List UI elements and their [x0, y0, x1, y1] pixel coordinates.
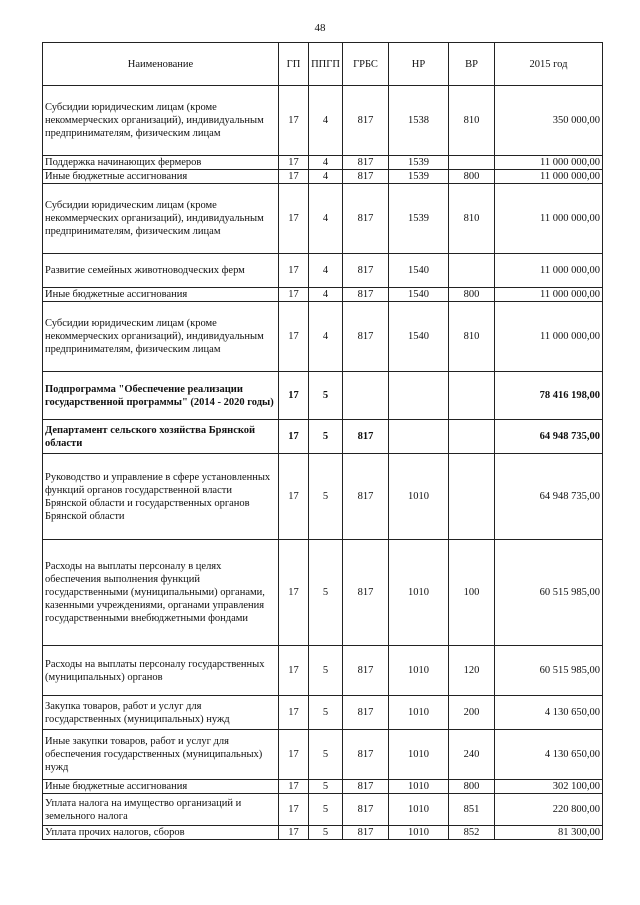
- cell-gp: 17: [279, 372, 309, 420]
- cell-name: Иные бюджетные ассигнования: [43, 780, 279, 794]
- header-grbs: ГРБС: [343, 43, 389, 86]
- cell-ppgp: 5: [309, 794, 343, 826]
- cell-vr: [449, 254, 495, 288]
- cell-nr: 1540: [389, 254, 449, 288]
- cell-grbs: 817: [343, 288, 389, 302]
- cell-name: Подпрограмма "Обеспечение реализации государственной программы" (2014 - 2020 годы): [43, 372, 279, 420]
- cell-ppgp: 5: [309, 540, 343, 646]
- table-row: [43, 696, 603, 730]
- cell-ppgp: 5: [309, 646, 343, 696]
- table-row: [43, 156, 603, 170]
- cell-grbs: 817: [343, 696, 389, 730]
- table-row: [43, 86, 603, 156]
- header-name: Наименование: [43, 43, 279, 86]
- cell-grbs: 817: [343, 420, 389, 454]
- cell-grbs: 817: [343, 254, 389, 288]
- cell-nr: [389, 420, 449, 454]
- cell-grbs: 817: [343, 794, 389, 826]
- cell-gp: 17: [279, 86, 309, 156]
- budget-table: [42, 42, 603, 840]
- cell-grbs: 817: [343, 86, 389, 156]
- cell-vr: 852: [449, 826, 495, 840]
- cell-vr: 800: [449, 288, 495, 302]
- cell-amount: 4 130 650,00: [495, 730, 603, 780]
- table-row: [43, 420, 603, 454]
- cell-amount: 11 000 000,00: [495, 302, 603, 372]
- cell-gp: 17: [279, 646, 309, 696]
- cell-vr: 100: [449, 540, 495, 646]
- cell-nr: 1010: [389, 780, 449, 794]
- table-row: [43, 540, 603, 646]
- cell-nr: 1010: [389, 730, 449, 780]
- cell-ppgp: 4: [309, 254, 343, 288]
- cell-vr: 800: [449, 780, 495, 794]
- cell-grbs: 817: [343, 826, 389, 840]
- cell-ppgp: 5: [309, 730, 343, 780]
- cell-gp: 17: [279, 156, 309, 170]
- header-ppgp: ППГП: [309, 43, 343, 86]
- cell-amount: 302 100,00: [495, 780, 603, 794]
- header-nr: НР: [389, 43, 449, 86]
- cell-nr: 1010: [389, 794, 449, 826]
- cell-name: Поддержка начинающих фермеров: [43, 156, 279, 170]
- cell-amount: 60 515 985,00: [495, 540, 603, 646]
- cell-grbs: 817: [343, 730, 389, 780]
- table-row: [43, 170, 603, 184]
- cell-name: Закупка товаров, работ и услуг для государственных (муниципальных) нужд: [43, 696, 279, 730]
- cell-grbs: 817: [343, 780, 389, 794]
- table-row: [43, 288, 603, 302]
- cell-amount: 11 000 000,00: [495, 184, 603, 254]
- table-row: [43, 184, 603, 254]
- cell-vr: 810: [449, 86, 495, 156]
- cell-ppgp: 4: [309, 302, 343, 372]
- cell-nr: 1539: [389, 156, 449, 170]
- cell-nr: 1010: [389, 540, 449, 646]
- cell-ppgp: 4: [309, 170, 343, 184]
- cell-ppgp: 5: [309, 826, 343, 840]
- cell-nr: 1540: [389, 288, 449, 302]
- cell-amount: 11 000 000,00: [495, 170, 603, 184]
- cell-amount: 220 800,00: [495, 794, 603, 826]
- cell-name: Департамент сельского хозяйства Брянской области: [43, 420, 279, 454]
- table-row: [43, 794, 603, 826]
- table-row: [43, 730, 603, 780]
- table-row: [43, 254, 603, 288]
- cell-gp: 17: [279, 302, 309, 372]
- cell-gp: 17: [279, 826, 309, 840]
- header-vr: ВР: [449, 43, 495, 86]
- cell-ppgp: 5: [309, 696, 343, 730]
- cell-vr: 800: [449, 170, 495, 184]
- cell-gp: 17: [279, 794, 309, 826]
- cell-gp: 17: [279, 454, 309, 540]
- cell-gp: 17: [279, 730, 309, 780]
- table-row: [43, 454, 603, 540]
- table-row: [43, 826, 603, 840]
- header-gp: ГП: [279, 43, 309, 86]
- cell-vr: [449, 454, 495, 540]
- table-header-row: [43, 43, 603, 86]
- cell-name: Субсидии юридическим лицам (кроме некоммерческих организаций), индивидуальным предпринимателям, физическим лицам: [43, 86, 279, 156]
- cell-amount: 81 300,00: [495, 826, 603, 840]
- cell-amount: 64 948 735,00: [495, 420, 603, 454]
- cell-name: Расходы на выплаты персоналу в целях обеспечения выполнения функций государственными (муниципальными) органами, казенными учреждениями, органами управления государственными внебюджетными фондами: [43, 540, 279, 646]
- cell-amount: 64 948 735,00: [495, 454, 603, 540]
- table-row: [43, 372, 603, 420]
- cell-ppgp: 4: [309, 288, 343, 302]
- cell-nr: 1010: [389, 696, 449, 730]
- cell-gp: 17: [279, 184, 309, 254]
- cell-ppgp: 4: [309, 184, 343, 254]
- cell-nr: 1010: [389, 454, 449, 540]
- cell-vr: [449, 372, 495, 420]
- cell-name: Расходы на выплаты персоналу государственных (муниципальных) органов: [43, 646, 279, 696]
- cell-gp: 17: [279, 170, 309, 184]
- cell-nr: 1010: [389, 826, 449, 840]
- cell-amount: 11 000 000,00: [495, 288, 603, 302]
- table-row: [43, 780, 603, 794]
- cell-vr: 200: [449, 696, 495, 730]
- cell-vr: 810: [449, 184, 495, 254]
- cell-amount: 78 416 198,00: [495, 372, 603, 420]
- cell-grbs: 817: [343, 646, 389, 696]
- table-row: [43, 646, 603, 696]
- cell-gp: 17: [279, 540, 309, 646]
- cell-ppgp: 5: [309, 454, 343, 540]
- cell-ppgp: 5: [309, 420, 343, 454]
- cell-name: Руководство и управление в сфере установленных функций органов государственной власти Брянской области и государственных органов Брянской области: [43, 454, 279, 540]
- cell-amount: 11 000 000,00: [495, 156, 603, 170]
- cell-amount: 4 130 650,00: [495, 696, 603, 730]
- cell-grbs: 817: [343, 454, 389, 540]
- cell-grbs: 817: [343, 302, 389, 372]
- cell-vr: [449, 420, 495, 454]
- cell-name: Развитие семейных животноводческих ферм: [43, 254, 279, 288]
- cell-gp: 17: [279, 254, 309, 288]
- cell-grbs: 817: [343, 540, 389, 646]
- cell-nr: 1538: [389, 86, 449, 156]
- cell-nr: 1539: [389, 184, 449, 254]
- cell-name: Иные бюджетные ассигнования: [43, 170, 279, 184]
- cell-vr: [449, 156, 495, 170]
- cell-amount: 11 000 000,00: [495, 254, 603, 288]
- cell-amount: 350 000,00: [495, 86, 603, 156]
- table-row: [43, 302, 603, 372]
- cell-nr: 1540: [389, 302, 449, 372]
- cell-gp: 17: [279, 420, 309, 454]
- cell-grbs: 817: [343, 156, 389, 170]
- cell-amount: 60 515 985,00: [495, 646, 603, 696]
- cell-ppgp: 4: [309, 86, 343, 156]
- cell-name: Субсидии юридическим лицам (кроме некоммерческих организаций), индивидуальным предпринимателям, физическим лицам: [43, 184, 279, 254]
- header-year: 2015 год: [495, 43, 603, 86]
- cell-ppgp: 4: [309, 156, 343, 170]
- cell-nr: 1539: [389, 170, 449, 184]
- cell-name: Иные бюджетные ассигнования: [43, 288, 279, 302]
- cell-ppgp: 5: [309, 372, 343, 420]
- cell-grbs: 817: [343, 170, 389, 184]
- cell-ppgp: 5: [309, 780, 343, 794]
- cell-vr: 240: [449, 730, 495, 780]
- cell-name: Уплата налога на имущество организаций и земельного налога: [43, 794, 279, 826]
- cell-name: Иные закупки товаров, работ и услуг для обеспечения государственных (муниципальных) нужд: [43, 730, 279, 780]
- cell-gp: 17: [279, 696, 309, 730]
- cell-name: Уплата прочих налогов, сборов: [43, 826, 279, 840]
- cell-nr: [389, 372, 449, 420]
- page-number: 48: [314, 22, 326, 34]
- cell-grbs: [343, 372, 389, 420]
- cell-grbs: 817: [343, 184, 389, 254]
- cell-vr: 851: [449, 794, 495, 826]
- cell-gp: 17: [279, 288, 309, 302]
- cell-vr: 810: [449, 302, 495, 372]
- cell-name: Субсидии юридическим лицам (кроме некоммерческих организаций), индивидуальным предпринимателям, физическим лицам: [43, 302, 279, 372]
- cell-gp: 17: [279, 780, 309, 794]
- cell-vr: 120: [449, 646, 495, 696]
- cell-nr: 1010: [389, 646, 449, 696]
